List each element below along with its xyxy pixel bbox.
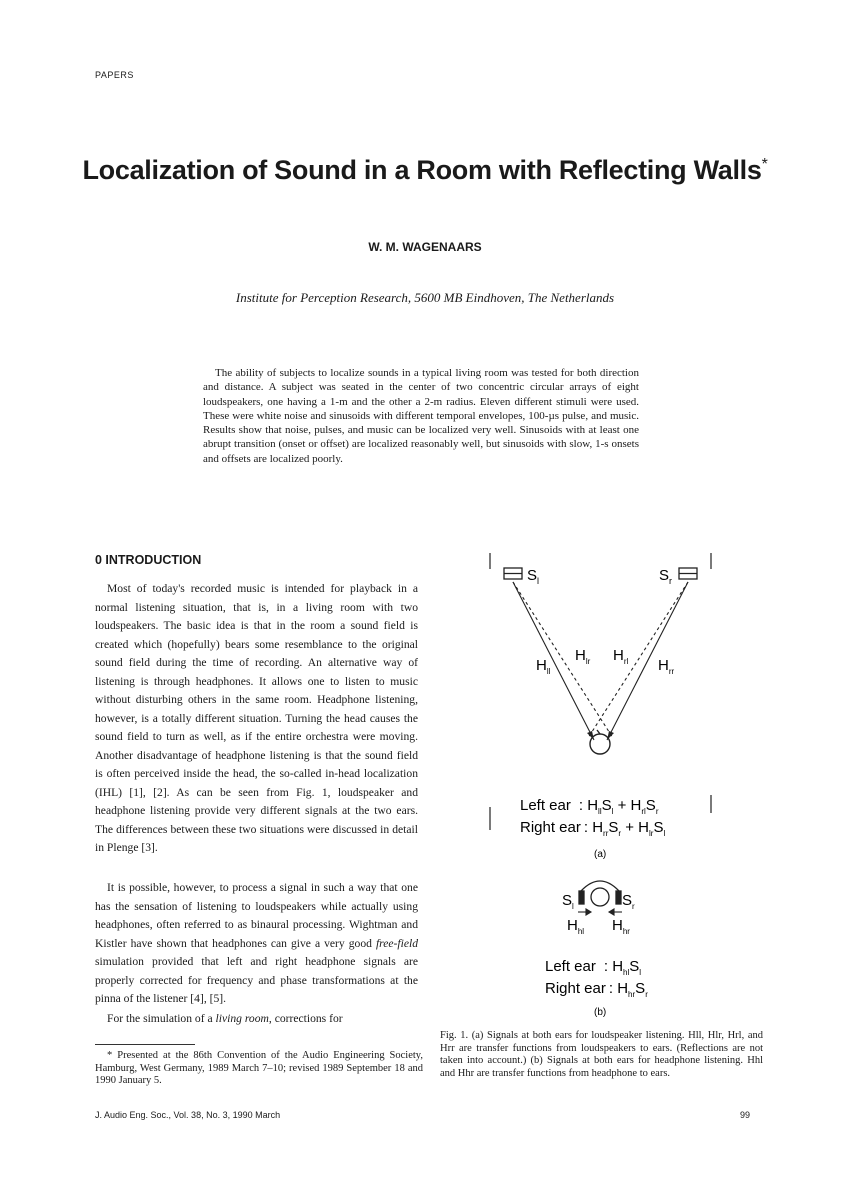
title-text: Localization of Sound in a Room with Reflecting Walls bbox=[82, 155, 762, 185]
sub: l bbox=[663, 829, 666, 838]
label-h-rr: $H_{rr}$ bbox=[658, 657, 675, 676]
left-speaker-icon bbox=[504, 568, 522, 579]
paragraph-emphasis: living room bbox=[215, 1012, 269, 1025]
label-h-hl: $H_{hl}$ bbox=[567, 917, 585, 936]
affiliation: Institute for Perception Research, 5600 MB Eindhoven, The Netherlands bbox=[235, 290, 615, 305]
paragraph-text: Most of today's recorded music is intended for playback in a normal listening situation, that is, in a living room with two loudspeakers. The basic idea is that in the room a sound field is created which (hopefully) bears some resemblance to the original sound field during the time of recording. An alternative way of listening is through headphones. It allows one to listen to music without disturbing others in the same room. Headphone listening, however, is a totally different situation. Turning the head causes the sound field to turn as well, as if the entire orchestra were moving. Another disadvantage of headphone listening is that the sound field is often perceived inside the head, the so-called in-head localization (IHL) [1], [2]. As can be seen from Fig. 1, loudspeaker and headphone listening provide very different signals at the two ears. The differences between these two situations were discussed in detail in Plenge [3]. bbox=[95, 582, 418, 854]
abstract: The ability of subjects to localize sounds in a typical living room was tested for both direction and distance. A subject was seated in the center of two concentric circular arrays of eight loudspeakers, one having a 1-m and the other a 2-m radius. Eleven different stimuli were used. These were white noise and sinusoids with different temporal envelopes, 100-µs pulse, and music. Results show that noise, pulses, and music can be localized very well. Sinusoids with at least one abrupt transition (onset or offset) are localized reasonably well, but sinusoids with slow, 1-s onsets and offsets are localized poorly. bbox=[203, 367, 639, 465]
paragraph-emphasis: free-field bbox=[375, 936, 418, 950]
label-h-lr: $H_{lr}$ bbox=[575, 647, 591, 666]
paragraph-text-run: It is possible, however, to process a signal in such a way that one has the sensation of listening to loudspeakers while actually using headphones, often referred to as binaural processing. Wightman and Kistler have shown that headphones can give a very good bbox=[95, 881, 418, 950]
panel-a-label: (a) bbox=[594, 849, 607, 860]
figure-caption: Fig. 1. (a) Signals at both ears for loudspeaker listening. Hll, Hlr, Hrl, and Hrr are transfer functions from loudspeakers to ears. (Reflections are not taken into account.) (b) Signals at both ears for headphone listening. Hhl and Hhr are transfer functions from headphone to ears. bbox=[440, 1030, 763, 1079]
sub: r bbox=[655, 807, 659, 816]
speaker-right-label: $S_r$ bbox=[659, 567, 673, 586]
label-h-ll: $H_{ll}$ bbox=[536, 657, 551, 676]
headphone-icon bbox=[579, 881, 621, 906]
figure-1 bbox=[480, 545, 740, 1025]
panel-a-frame bbox=[490, 553, 711, 830]
sub: rr bbox=[603, 829, 609, 838]
left-ear-equation-b: Left ear : $H_{hl}S_l$ bbox=[545, 958, 642, 977]
body-paragraph-1 bbox=[95, 580, 418, 858]
running-head: PAPERS bbox=[95, 70, 134, 80]
paragraph-text bbox=[95, 1010, 418, 1029]
panel-b-label: (b) bbox=[594, 1007, 607, 1018]
paper-title bbox=[0, 155, 850, 186]
label-h-hr: $H_{hr}$ bbox=[612, 917, 630, 936]
author: W. M. WAGENAARS bbox=[368, 240, 482, 254]
listener-head-icon bbox=[590, 730, 610, 754]
headphone-s-r-label: $S_r$ bbox=[622, 892, 635, 911]
footnote-rule bbox=[95, 1044, 195, 1045]
label-h-rl: $H_{rl}$ bbox=[613, 647, 629, 666]
sub: lr bbox=[649, 829, 654, 838]
sub: hr bbox=[628, 990, 636, 999]
paragraph-text-run: simulation provided that left and right headphone signals are properly corrected for frequency and phase transformations at the pinna of the listener [4], [5]. bbox=[95, 955, 418, 1005]
sub: l bbox=[639, 968, 642, 977]
body-paragraph-2 bbox=[95, 879, 418, 1009]
left-ear-equation-a: Left ear : $H_{ll}S_l + H_{rl}S_r$ bbox=[520, 797, 659, 816]
sub: r bbox=[618, 829, 622, 838]
paragraph-text-run: For the simulation of a bbox=[107, 1012, 216, 1025]
sub: r bbox=[645, 990, 648, 999]
paragraph-text bbox=[95, 879, 418, 1009]
right-speaker-icon bbox=[679, 568, 697, 579]
speaker-left-label: $S_l$ bbox=[527, 567, 540, 586]
sub: hl bbox=[623, 968, 630, 977]
footnote: * Presented at the 86th Convention of the Audio Engineering Society, Hamburg, West Germany, 1989 March 7–10; revised 1989 September 18 and 1990 January 5. bbox=[95, 1050, 423, 1086]
headphone-arrows bbox=[578, 909, 622, 915]
sub: ll bbox=[598, 807, 602, 816]
headphone-s-l-label: $S_l$ bbox=[562, 892, 574, 911]
right-ear-equation-a: Right ear : $H_{rr}S_r + H_{lr}S_l$ bbox=[520, 819, 666, 838]
sub: rl bbox=[641, 807, 646, 816]
title-footnote-mark: * bbox=[761, 156, 768, 173]
sub: l bbox=[611, 807, 614, 816]
paragraph-text-run: , corrections for bbox=[268, 1012, 343, 1025]
section-heading: 0 INTRODUCTION bbox=[95, 553, 202, 567]
body-paragraph-3 bbox=[95, 1010, 418, 1029]
page-number: 99 bbox=[740, 1110, 751, 1120]
right-ear-equation-b: Right ear : $H_{hr}S_r$ bbox=[545, 980, 648, 999]
journal-citation: J. Audio Eng. Soc., Vol. 38, No. 3, 1990 March bbox=[95, 1110, 281, 1120]
